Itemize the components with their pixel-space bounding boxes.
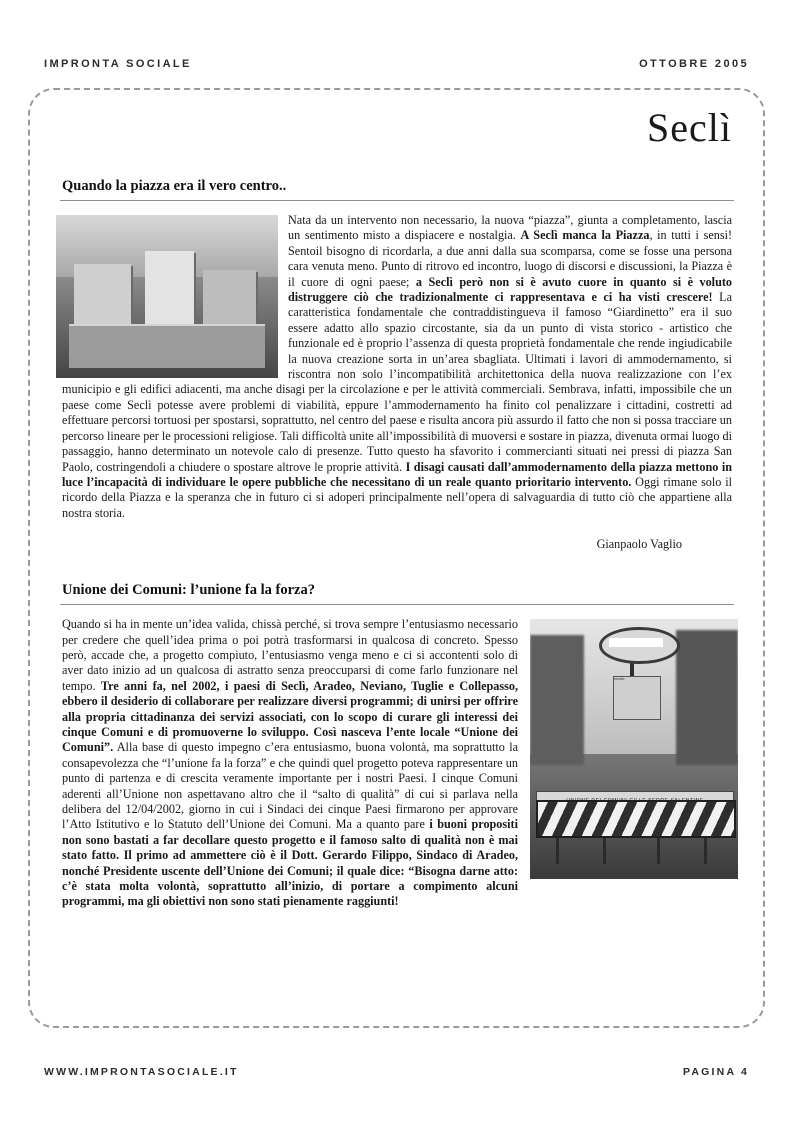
sign-panel-text: eccetto (613, 676, 661, 720)
article-2-heading: Unione dei Comuni: l’unione fa la forza? (62, 582, 315, 599)
photo-building-2 (145, 251, 194, 329)
page-title: Seclì (647, 105, 732, 150)
photo-trees-right (676, 630, 738, 765)
footer-website[interactable]: WWW.IMPRONTASOCIALE.IT (44, 1066, 239, 1078)
article-1-photo (56, 215, 278, 378)
photo-square (69, 324, 264, 368)
article-2-divider (60, 604, 734, 605)
article-2-photo (530, 619, 738, 879)
barrier-legs (536, 838, 732, 864)
issue-date: OTTOBRE 2005 (639, 58, 749, 70)
footer (44, 1066, 749, 1078)
article-1 (56, 178, 738, 552)
article-1-divider (60, 200, 734, 201)
article-1-body: Nata da un intervento non necessario, la nuova “piazza”, giunta a completamento, lascia un sentimento misto a dispiacere e nostalgia. A Seclì manca la Piazza, in tutti i sensi! Sentoil bisogno di ricordarla, a due anni dalla sua scomparsa, come se fosse una persona cara venuta meno. Punto di ritrovo ed incontro, luogo di discorsi e discussioni, la Piazza è il cuore di ogni paese; a Seclì però non si è avuto cuore in quanto si è voluto distruggere ciò che tradizionalmente ci rappresentava e ci ha visti crescere! La caratteristica fondamentale che contraddistingueva il famoso “Giardinetto” era il suo essere adatto allo spazio circostante, sia da un punto di vista storico - artistico che funzionale ed è proprio l’assenza di questa proprietà fondamentale che rende ingiudicabile la nuova creazione sorta in un’area sbagliata. Ultimati i lavori di ammodernamento, si riscontra non solo l’incompatibilità architettonica della nuova realizzazione con l’ex municipio e gli edifici adiacenti, ma anche disagi per la circolazione e per le attività commerciali. Sembrava, infatti, impossibile che un paese come Seclì potesse avere problemi di viabilità, eppure l’ammodernamento ha finito col penalizzare i cittadini, costretti ad effettuare percorsi tortuosi per spostarsi, soprattutto, nel centro del paese e risulta ancora più assurdo il fatto che non si possa tracciare un percorso lineare per le processioni religiose. Tali difficoltà unite all’impossibilità di muoversi e sostare in piazza, divenuta ormai luogo di passaggio, hanno determinato un notevole calo di presenze. Tutto questo ha sfavorito i commercianti situati nei pressi di piazza San Paolo, costringendoli a chiudere o spostare altrove le proprie attività. I disagi causati dall’ammodernamento della piazza mettono in luce l’incapacità di individuare le opere pubbliche che necessitano di un reale quanto prioritario intervento. Oggi rimane solo il ricordo della Piazza e la speranza che in futuro ci si adoperi principalmente nell’opera di salvaguardia di tutto ciò che appartiene alla nostra storia. (62, 213, 733, 520)
publication-name: IMPRONTA SOCIALE (44, 58, 192, 70)
masthead (44, 58, 749, 70)
photo-trees-left (530, 635, 584, 765)
no-entry-sign-bar (609, 638, 663, 647)
photo-building-1 (74, 264, 132, 329)
article-1-heading: Quando la piazza era il vero centro.. (62, 178, 287, 194)
road-barrier (536, 800, 736, 838)
page-content (56, 96, 738, 910)
article-1-signature: Gianpaolo Vaglio (596, 537, 682, 552)
article-2 (56, 582, 738, 910)
photo-building-3 (203, 270, 256, 329)
article-2-body: Quando si ha in mente un’idea valida, chissà perché, si trova sempre l’entusiasmo necessario per credere che quell’idea prima o poi potrà trasformarsi in qualcosa di concreto. Spesso però, accade che, a progetto compiuto, l’entusiasmo venga meno e ci si accontenti solo di aver dato inizio ad un qualcosa di astratto senza preoccuparsi di come farlo funzionare nel tempo. Tre anni fa, nel 2002, i paesi di Seclì, Aradeo, Neviano, Tuglie e Collepasso, ebbero il desiderio di collaborare per realizzare diversi programmi; di unirsi per offrire alla propria cittadinanza dei servizi associati, con lo scopo di curare gli interessi dei cinque Comuni e di promuoverne lo sviluppo. Così nasceva l’ente locale “Unione dei Comuni”. Alla base di questo impegno c’era entusiasmo, buona volontà, ma soprattutto la consapevolezza che “l’unione fa la forza” e che quindi quel progetto poteva rappresentare un punto di partenza e di crescita veramente importante per i nostri Paesi. I cinque Comuni aderenti all’Unione non aspettavano altro che il “salto di qualità” di cui si parlava nella delibera del 12/04/2002, giorno in cui i Sindaci dei cinque Paesi firmarono per approvare l’Atto Istitutivo e lo Statuto dell’Unione dei Comuni. Ma a quanto pare i buoni propositi non sono bastati a far decollare questo progetto e il famoso salto di qualità non è mai stato fatto. Il primo ad ammettere ciò è il Dott. Gerardo Filippo, Sindaco di Aradeo, nonché Presidente uscente dell’Unione dei Comuni; il quale dice: “Bisogna darne atto: c’è stata molta volontà, soprattutto all’inizio, di portare a compimento alcuni programmi, ma gli obiettivi non sono stati pienamente raggiunti! (62, 617, 519, 909)
footer-page-number: PAGINA 4 (682, 1066, 749, 1078)
